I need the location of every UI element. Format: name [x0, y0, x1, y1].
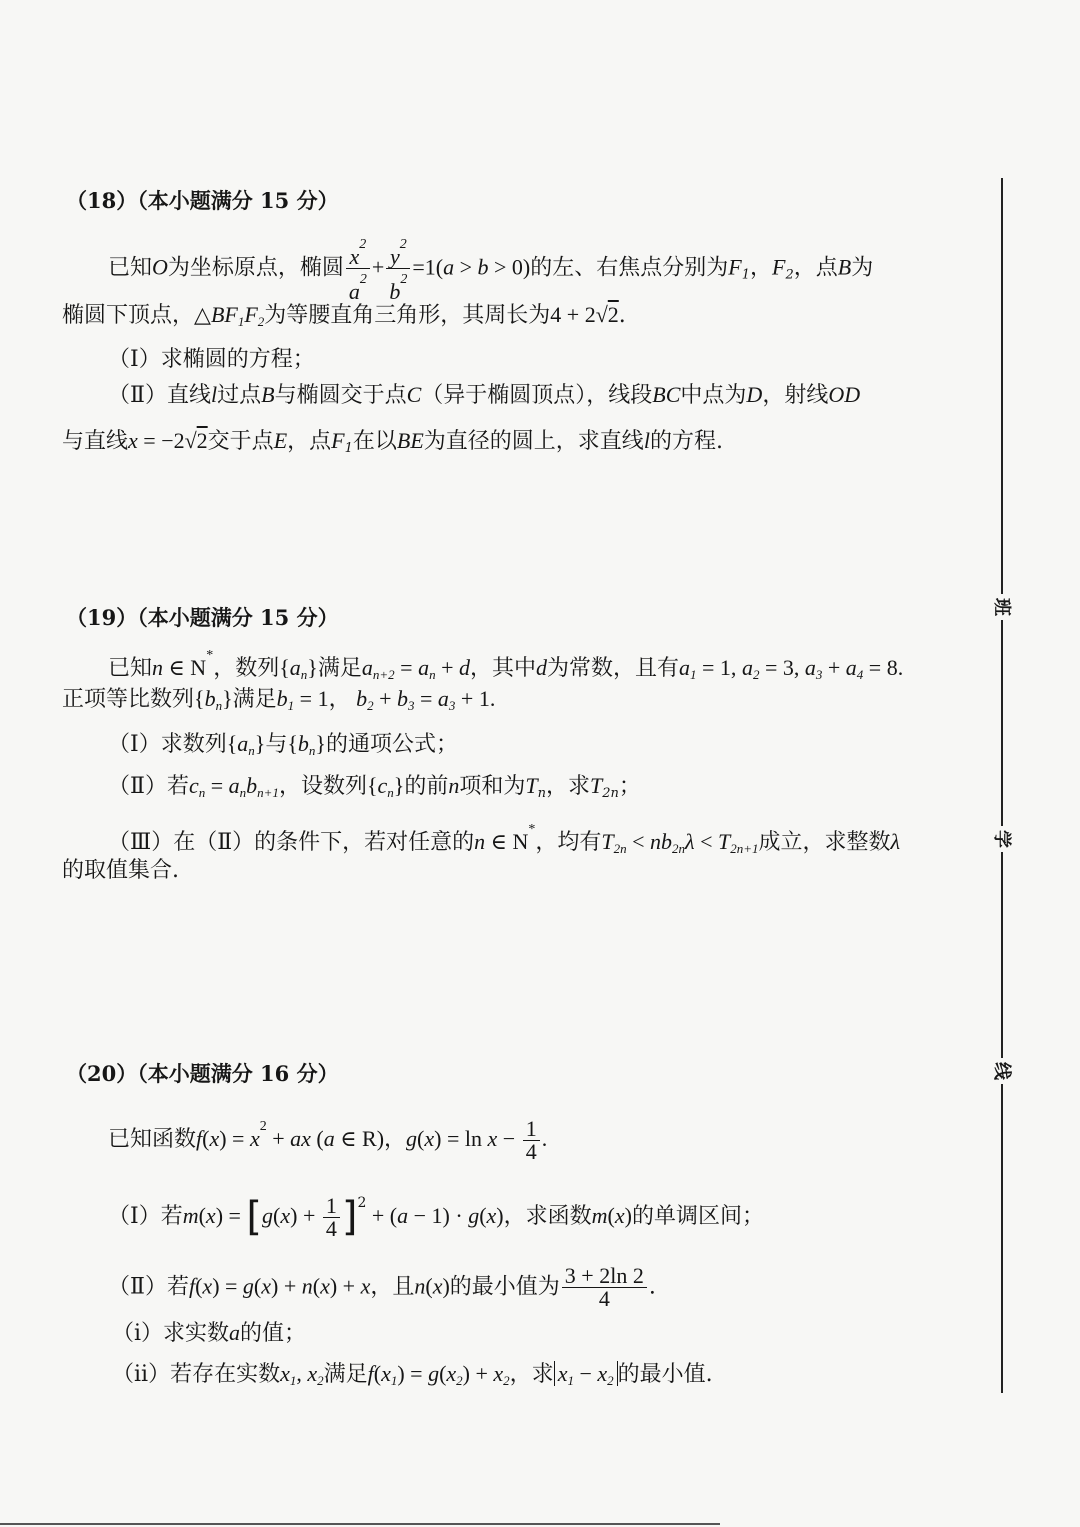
min-value-fraction: $\frac{3 + 2\ln 2}{4}$ — [562, 1265, 647, 1310]
q20-sub-ii: （ii）若存在实数$x_1$, $x_2$满足$f(x_1) = g(x_2) + x_2$，求 $x_1 - x_2$ 的最小值. — [112, 1361, 713, 1388]
q18-header: （18）（本小题满分 15 分） — [66, 188, 339, 213]
q19-stem-line2: 正项等比数列$\{b_n\}$满足$b_1 = 1$， $b_2 + b_3 = a_3 + 1$. — [62, 686, 496, 713]
q19-stem-line1: 已知n ∈ N*，数列$\{a_n\}$满足$a_{n+2} = a_n + d$，其中d为常数，且有$a_1 = 1$, $a_2 = 3$, $a_3 + a_4 = 8$. — [108, 648, 904, 682]
q18-part-1: （Ⅰ）求椭圆的方程； — [108, 347, 315, 372]
q18-part-2-line1: （Ⅱ）直线l过点B与椭圆交于点C（异于椭圆顶点），线段BC中点为D，射线OD — [108, 382, 861, 408]
q20-part-2: （Ⅱ）若f(x) = g(x) + n(x) + x，且n(x)的最小值为 $\frac{3 + 2\ln 2}{4}$ . — [108, 1263, 656, 1311]
q19-part-2: （Ⅱ）若$c_n = a_nb_{n+1}$，设数列$\{c_n\}$的前n项和为$T_n$，求$T_{2n}$； — [108, 773, 641, 801]
q20-stem: 已知函数$f(x) = x^2$ + ax (a ∈ R)，g(x) = ln x − $\frac{1}{4}$ . — [108, 1115, 548, 1164]
binding-margin-line — [1001, 178, 1003, 1393]
margin-label-line: 线 — [990, 1058, 1016, 1084]
q20-part-1: （Ⅰ）若m(x) = [g(x) + $\frac{1}{4}$ ]$^2$ + (a − 1) · g(x)，求函数m(x)的单调区间； — [108, 1192, 764, 1241]
q18-stem-line2: 椭圆下顶点，$\triangle BF_1F_2$为等腰直角三角形，其周长为4 + 2√2. — [62, 302, 626, 329]
one-fourth-fraction: $\frac{1}{4}$ — [523, 1118, 540, 1163]
q20-sub-i: （i）求实数a的值； — [112, 1320, 307, 1346]
q19-header: （19）（本小题满分 15 分） — [66, 605, 339, 630]
q18-stem-line1: 已知O为坐标原点，椭圆 $\frac{x^2}{a^2}$ + $\frac{y^2}{b^2}$ =1(a > b > 0)的左、右焦点分别为$F_1$，$F_2$，点B为 — [108, 234, 873, 303]
margin-label-class: 班 — [990, 594, 1016, 620]
q20-header: （20）（本小题满分 16 分） — [66, 1061, 339, 1086]
ellipse-x-fraction: $\frac{x^2}{a^2}$ — [346, 234, 370, 303]
ellipse-y-fraction: $\frac{y^2}{b^2}$ — [386, 234, 410, 303]
page-bottom-edge — [0, 1523, 720, 1525]
margin-label-student: 学 — [990, 826, 1016, 852]
q19-part-1: （Ⅰ）求数列$\{a_n\}$与$\{b_n\}$的通项公式； — [108, 731, 458, 758]
q19-part-3-tail: 的取值集合. — [62, 858, 179, 883]
q18-part-2-line2: 与直线x = −2√2交于点E，点$F_1$在以BE为直径的圆上，求直线l的方程. — [62, 428, 723, 456]
q19-part-3: （Ⅲ）在（Ⅱ）的条件下，若对任意的n ∈ N*，均有$T_{2n} < nb_{2n}\lambda < T_{2n+1}$成立，求整数λ — [108, 822, 901, 856]
